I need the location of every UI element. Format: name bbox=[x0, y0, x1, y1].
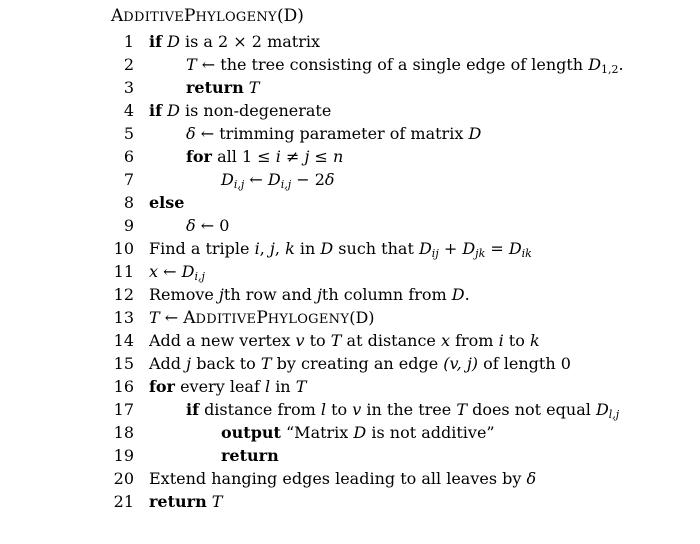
code-line-4 bbox=[0, 99, 700, 122]
line-number: 14 bbox=[113, 331, 134, 350]
algorithm-body bbox=[0, 30, 700, 513]
line-number: 16 bbox=[113, 377, 134, 396]
code-line-5 bbox=[0, 122, 700, 145]
line-number: 13 bbox=[113, 308, 134, 327]
line-number: 8 bbox=[123, 193, 134, 212]
line-content: for every leaf l in T bbox=[149, 377, 307, 396]
line-content: if D is non-degenerate bbox=[149, 101, 332, 120]
line-content: Extend hanging edges leading to all leaves by δ bbox=[149, 469, 537, 488]
line-number: 19 bbox=[113, 446, 134, 465]
code-line-17 bbox=[0, 398, 700, 421]
line-content: return T bbox=[186, 78, 260, 97]
line-content: Add j back to T by creating an edge (v, j) of length 0 bbox=[149, 354, 571, 373]
line-content: $D_{i,j}$ ← $D_{i,j} - 2\delta$ bbox=[221, 170, 335, 191]
line-content: T ← ADDITIVEPHYLOGENY(D) bbox=[149, 308, 375, 328]
line-number: 1 bbox=[123, 32, 134, 51]
code-line-9 bbox=[0, 214, 700, 237]
line-number: 3 bbox=[123, 78, 134, 97]
line-content: Add a new vertex v to T at distance x from i to k bbox=[149, 331, 540, 350]
code-line-7 bbox=[0, 168, 700, 191]
line-number: 15 bbox=[113, 354, 134, 373]
code-line-8 bbox=[0, 191, 700, 214]
line-content: x ← $D_{i,j}$ bbox=[149, 262, 205, 283]
line-number: 12 bbox=[113, 285, 134, 304]
line-content: Remove jth row and jth column from D. bbox=[149, 285, 470, 304]
algorithm-title: ADDITIVEPHYLOGENY(D) bbox=[111, 6, 304, 26]
line-number: 17 bbox=[113, 400, 134, 419]
code-line-6 bbox=[0, 145, 700, 168]
code-line-15 bbox=[0, 352, 700, 375]
code-line-18 bbox=[0, 421, 700, 444]
code-line-1 bbox=[0, 30, 700, 53]
line-content: T ← the tree consisting of a single edge of length $D_{1,2}$. bbox=[186, 55, 624, 76]
line-number: 9 bbox=[123, 216, 134, 235]
line-content: else bbox=[149, 193, 185, 212]
code-line-12 bbox=[0, 283, 700, 306]
code-line-2 bbox=[0, 53, 700, 76]
code-line-13 bbox=[0, 306, 700, 329]
line-number: 2 bbox=[123, 55, 134, 74]
line-number: 10 bbox=[113, 239, 134, 258]
line-number: 7 bbox=[123, 170, 134, 189]
line-number: 18 bbox=[113, 423, 134, 442]
line-content: δ ← 0 bbox=[186, 216, 230, 235]
code-line-21 bbox=[0, 490, 700, 513]
line-content: output “Matrix D is not additive” bbox=[221, 423, 495, 442]
code-line-14 bbox=[0, 329, 700, 352]
line-number: 11 bbox=[113, 262, 134, 281]
line-content: Find a triple i, j, k in D such that $D_{ij} + D_{jk} = D_{ik}$ bbox=[149, 239, 532, 260]
line-content: for all 1 ≤ i ≠ j ≤ n bbox=[186, 147, 344, 166]
code-line-10 bbox=[0, 237, 700, 260]
line-number: 4 bbox=[123, 101, 134, 120]
line-content: if distance from l to v in the tree T does not equal $D_{l,j}$ bbox=[186, 400, 620, 421]
line-content: return T bbox=[149, 492, 223, 511]
line-content: δ ← trimming parameter of matrix D bbox=[186, 124, 482, 143]
line-content: return bbox=[221, 446, 279, 465]
code-line-16 bbox=[0, 375, 700, 398]
line-number: 5 bbox=[123, 124, 134, 143]
code-line-20 bbox=[0, 467, 700, 490]
line-number: 6 bbox=[123, 147, 134, 166]
code-line-11 bbox=[0, 260, 700, 283]
code-line-3 bbox=[0, 76, 700, 99]
line-number: 21 bbox=[113, 492, 134, 511]
line-number: 20 bbox=[113, 469, 134, 488]
code-line-19 bbox=[0, 444, 700, 467]
line-content: if D is a 2 × 2 matrix bbox=[149, 32, 320, 51]
